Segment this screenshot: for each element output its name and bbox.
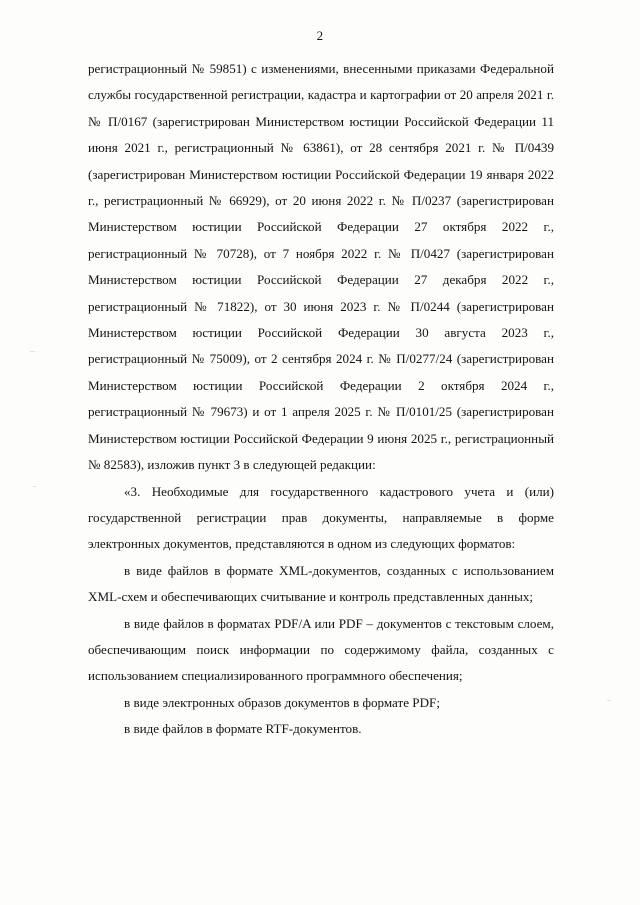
paragraph-format-rtf: в виде файлов в формате RTF-документов. xyxy=(124,721,362,737)
scan-artifact xyxy=(607,700,611,701)
paragraph-format-pdfa: в виде файлов в форматах PDF/A или PDF – документов с текстовым слоем, обеспечивающим поиск информации по содержимому файла, созданных с использованием специализированного программного обеспечения; xyxy=(88,615,554,684)
paragraph-item-3: «3. Необходимые для государственного кадастрового учета и (или) государственной регистрации прав документы, направляемые в форме электронных документов, представляются в одном из следующих форматов: xyxy=(88,483,554,552)
page-number: 2 xyxy=(316,28,324,43)
scan-artifact xyxy=(30,351,35,352)
document-body xyxy=(88,56,554,743)
paragraph-continuation: регистрационный № 59851) с изменениями, внесенными приказами Федеральной службы государственной регистрации, кадастра и картографии от 20 апреля 2021 г. № П/0167 (зарегистрирован Министерством юстиции Российской Федерации 11 июня 2021 г., регистрационный № 63861), от 28 сентября 2021 г. № П/0439 (зарегистрирован Министерством юстиции Российской Федерации 19 января 2022 г., регистрационный № 66929), от 20 июня 2022 г. № П/0237 (зарегистрирован Министерством юстиции Российской Федерации 27 октября 2022 г., регистрационный № 70728), от 7 ноября 2022 г. № П/0427 (зарегистрирован Министерством юстиции Российской Федерации 27 декабря 2022 г., регистрационный № 71822), от 30 июня 2023 г. № П/0244 (зарегистрирован Министерством юстиции Российской Федерации 30 августа 2023 г., регистрационный № 75009), от 2 сентября 2024 г. № П/0277/24 (зарегистрирован Министерством юстиции Российской Федерации 2 октября 2024 г., регистрационный № 79673) и от 1 апреля 2025 г. № П/0101/25 (зарегистрирован Министерством юстиции Российской Федерации 9 июня 2025 г., регистрационный № 82583), изложив пункт 3 в следующей редакции: xyxy=(88,61,554,473)
paragraph-format-pdf-images: в виде электронных образов документов в формате PDF; xyxy=(124,694,440,710)
scan-artifact xyxy=(33,486,36,487)
paragraph-format-xml: в виде файлов в формате XML-документов, созданных с использованием XML-схем и обеспечивающих считывание и контроль представленных данных; xyxy=(88,562,554,605)
